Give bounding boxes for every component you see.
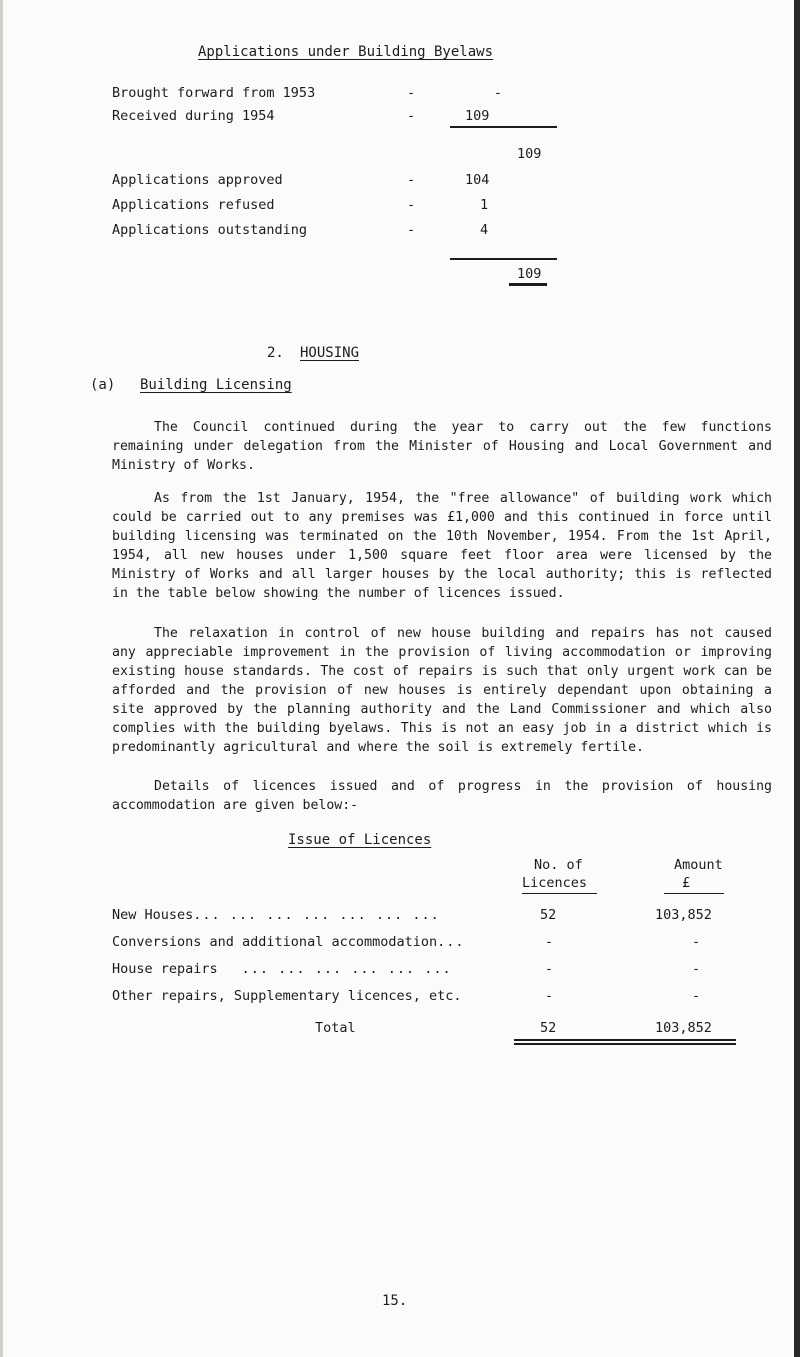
- row-label: Conversions and additional accommodation: [112, 934, 438, 950]
- paragraph-4: Details of licences issued and of progress in the provision of housing accommodation are given below:-: [112, 779, 772, 813]
- row-label: House repairs: [112, 961, 218, 977]
- row-new-houses-amount: 103,852: [655, 907, 712, 923]
- row-received-value: 109: [465, 108, 490, 124]
- subtotal-rule: [450, 126, 557, 128]
- row-house-repairs-amount: -: [692, 961, 701, 977]
- page-number: 15.: [382, 1293, 408, 1309]
- row-dots: ...: [437, 934, 465, 950]
- row-dots: ... ... ... ... ... ... ...: [193, 907, 440, 923]
- subsection-letter: (a): [90, 377, 116, 393]
- applications-title: Applications under Building Byelaws: [198, 44, 494, 60]
- total-no: 52: [540, 1020, 557, 1036]
- col-no-underline: [522, 893, 597, 894]
- paragraph-3: The relaxation in control of new house building and repairs has not caused any appreciable improvement in the provision of living accommodation or improving existing house standards. The cost of repairs is such that only urgent work can be afforded and the provision of new houses is entirely dependant upon obtaining a site approved by the planning authority and the Land Commissioner and which also complies with the building byelaws. This is not an easy job in a district which is predominantly agricultural and where the soil is extremely fertile.: [112, 626, 772, 755]
- total-amount: 103,852: [655, 1020, 712, 1036]
- row-label: Other repairs, Supplementary licences, etc.: [112, 988, 462, 1004]
- row-outstanding-value: 4: [480, 222, 489, 238]
- row-refused-value: 1: [480, 197, 489, 213]
- row-refused-label: Applications refused: [112, 197, 275, 213]
- row-outstanding-label: Applications outstanding: [112, 222, 308, 238]
- row-received-label: Received during 1954: [112, 108, 275, 124]
- row-label: New Houses: [112, 907, 194, 923]
- row-brought-forward-label: Brought forward from 1953: [112, 85, 316, 101]
- paragraph-2: As from the 1st January, 1954, the "free allowance" of building work which could be carried out to any premises was £1,000 and this continued in force until building licensing was terminated on the 10th November, 1954. From the 1st April, 1954, all new houses under 1,500 square feet floor area were licensed by the Ministry of Works and all larger houses by the local authority; this is reflected in the table below showing the number of licences issued.: [112, 491, 772, 601]
- subtotal-value: 109: [517, 146, 542, 162]
- paragraph-1: The Council continued during the year to carry out the few functions remaining under delegation from the Minister of Housing and Local Government and Ministry of Works.: [112, 420, 772, 473]
- row-approved-dash: -: [407, 172, 416, 188]
- page-edge-right: [794, 0, 800, 1357]
- row-received-dash: -: [407, 108, 416, 124]
- total-label: Total: [315, 1020, 356, 1036]
- table-row-conversions: [112, 934, 465, 950]
- section-number: 2.: [267, 345, 284, 361]
- row-approved-label: Applications approved: [112, 172, 283, 188]
- col-amount-underline: [664, 893, 724, 894]
- row-conversions-amount: -: [692, 934, 701, 950]
- row-brought-forward-dash: -: [407, 85, 416, 101]
- page-edge-left: [0, 0, 3, 1357]
- row-conversions-no: -: [545, 934, 554, 950]
- table-row-new-houses: [112, 907, 440, 923]
- row-house-repairs-no: -: [545, 961, 554, 977]
- table-row-other-repairs: [112, 988, 462, 1004]
- col-no-header-1: No. of: [534, 857, 583, 873]
- table-row-house-repairs: [112, 961, 452, 977]
- row-other-repairs-no: -: [545, 988, 554, 1004]
- row-dots: ... ... ... ... ... ...: [241, 961, 452, 977]
- row-new-houses-no: 52: [540, 907, 557, 923]
- table-total-rule-2: [514, 1043, 736, 1045]
- total-rule-bottom: [509, 283, 547, 286]
- row-other-repairs-amount: -: [692, 988, 701, 1004]
- total-value: 109: [517, 266, 542, 282]
- col-amount-header-1: Amount: [674, 857, 723, 873]
- row-brought-forward-value: -: [493, 85, 502, 101]
- row-approved-value: 104: [465, 172, 490, 188]
- total-rule-top: [450, 258, 557, 260]
- licences-table-title: Issue of Licences: [288, 832, 432, 848]
- col-amount-header-2: £: [682, 875, 691, 891]
- row-outstanding-dash: -: [407, 222, 416, 238]
- col-no-header-2: Licences: [522, 875, 588, 891]
- subsection-heading: Building Licensing: [140, 377, 292, 393]
- section-heading: HOUSING: [300, 345, 360, 361]
- row-refused-dash: -: [407, 197, 416, 213]
- table-total-rule-1: [514, 1039, 736, 1041]
